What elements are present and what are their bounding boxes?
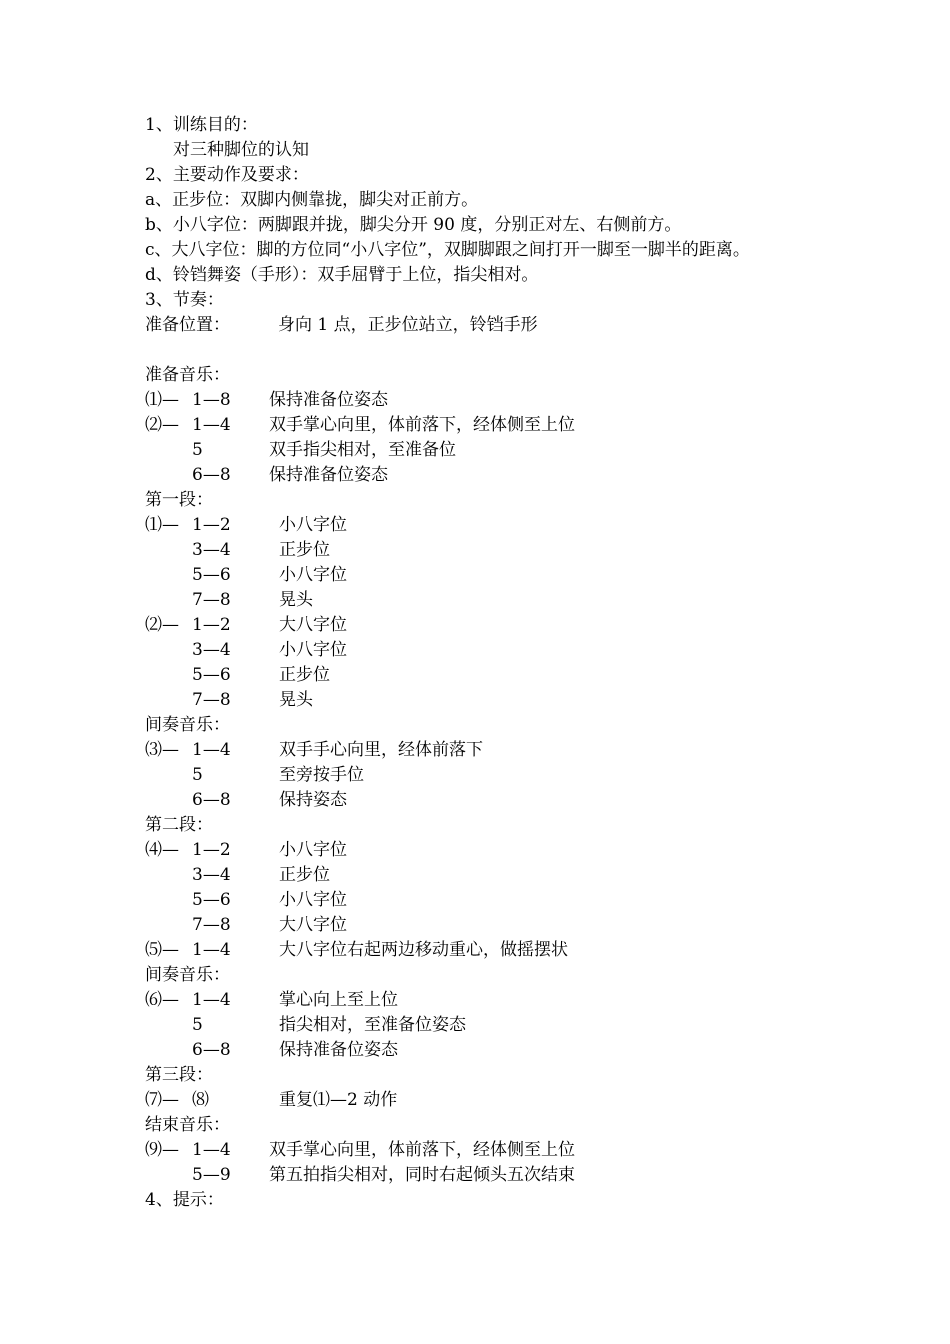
action-text: 保持准备位姿态 (269, 390, 388, 410)
action-text: 小八字位 (279, 640, 347, 660)
beat-count: 5—9 (192, 1165, 231, 1185)
prep-position-value: 身向 1 点，正步位站立，铃铛手形 (278, 315, 538, 335)
phrase-index (145, 1038, 192, 1063)
blank-line (145, 338, 935, 363)
section-title: 间奏音乐： (145, 965, 230, 985)
list-item (145, 1138, 935, 1163)
phrase-index (145, 663, 192, 688)
action-text: 保持姿态 (279, 790, 347, 810)
phrase-index: ⑺— (145, 1090, 179, 1110)
phrase-index (145, 438, 192, 463)
beat-count: 5 (192, 765, 203, 785)
list-item (145, 413, 935, 438)
list-item (145, 838, 935, 863)
action-text: 保持准备位姿态 (269, 465, 388, 485)
section-title: 第二段： (145, 815, 213, 835)
list-item (145, 1088, 935, 1113)
phrase-index (145, 638, 192, 663)
list-item (145, 1038, 935, 1063)
beat-count: ⑻ (192, 1090, 209, 1110)
beat-count: 6—8 (192, 790, 231, 810)
list-item (145, 788, 935, 813)
action-text: 重复⑴—2 动作 (279, 1090, 398, 1110)
phrase-index: ⑹— (145, 990, 179, 1010)
training-goal-text: 对三种脚位的认知 (173, 140, 309, 160)
list-item (145, 863, 935, 888)
section-title: 间奏音乐： (145, 715, 230, 735)
action-item-d: d、铃铛舞姿（手形）：双手屈臂于上位，指尖相对。 (145, 265, 539, 285)
action-text: 保持准备位姿态 (279, 1040, 398, 1060)
action-text: 正步位 (279, 665, 330, 685)
action-text: 大八字位右起两边移动重心，做摇摆状 (279, 940, 568, 960)
section-title: 准备音乐： (145, 365, 230, 385)
list-item (145, 463, 935, 488)
prep-position-label: 准备位置： (145, 315, 230, 335)
action-text: 小八字位 (279, 565, 347, 585)
phrase-index: ⑷— (145, 840, 179, 860)
list-item (145, 988, 935, 1013)
action-text: 晃头 (279, 590, 313, 610)
beat-count: 6—8 (192, 465, 231, 485)
phrase-index (145, 538, 192, 563)
action-text: 晃头 (279, 690, 313, 710)
beat-count: 5 (192, 1015, 203, 1035)
action-text: 正步位 (279, 540, 330, 560)
list-item (145, 738, 935, 763)
beat-count: 6—8 (192, 1040, 231, 1060)
document-body (145, 113, 935, 1213)
phrase-index (145, 863, 192, 888)
section-title: 第三段： (145, 1065, 213, 1085)
beat-count: 7—8 (192, 915, 231, 935)
heading-rhythm: 3、节奏： (145, 290, 224, 310)
beat-count: 5—6 (192, 565, 231, 585)
action-text: 双手掌心向里，体前落下，经体侧至上位 (269, 415, 575, 435)
phrase-index (145, 913, 192, 938)
list-item (145, 1013, 935, 1038)
heading-main-actions: 2、主要动作及要求： (145, 165, 309, 185)
beat-count: 1—4 (192, 990, 231, 1010)
beat-count: 7—8 (192, 690, 231, 710)
beat-count: 1—2 (192, 515, 231, 535)
phrase-index (145, 888, 192, 913)
phrase-index (145, 1163, 192, 1188)
list-item (145, 588, 935, 613)
phrase-index (145, 763, 192, 788)
list-item (145, 513, 935, 538)
action-text: 大八字位 (279, 915, 347, 935)
list-item (145, 688, 935, 713)
phrase-index (145, 788, 192, 813)
list-item (145, 538, 935, 563)
beat-count: 1—2 (192, 840, 231, 860)
phrase-index: ⑸— (145, 940, 179, 960)
action-text: 大八字位 (279, 615, 347, 635)
phrase-index (145, 463, 192, 488)
phrase-index (145, 688, 192, 713)
phrase-index: ⑵— (145, 415, 179, 435)
beat-count: 7—8 (192, 590, 231, 610)
action-text: 双手掌心向里，体前落下，经体侧至上位 (269, 1140, 575, 1160)
action-item-a: a、正步位：双脚内侧靠拢，脚尖对正前方。 (145, 190, 479, 210)
phrase-index: ⑴— (145, 515, 179, 535)
section-title: 第一段： (145, 490, 213, 510)
phrase-index (145, 1013, 192, 1038)
phrase-index: ⑶— (145, 740, 179, 760)
action-text: 双手指尖相对，至准备位 (269, 440, 456, 460)
action-text: 双手手心向里，经体前落下 (279, 740, 483, 760)
list-item (145, 563, 935, 588)
action-text: 指尖相对，至准备位姿态 (279, 1015, 466, 1035)
list-item (145, 763, 935, 788)
beat-count: 5—6 (192, 890, 231, 910)
action-text: 小八字位 (279, 840, 347, 860)
list-item (145, 638, 935, 663)
section-title: 结束音乐： (145, 1115, 230, 1135)
action-text: 小八字位 (279, 890, 347, 910)
list-item (145, 1163, 935, 1188)
list-item (145, 938, 935, 963)
phrase-index: ⑴— (145, 390, 179, 410)
prep-position-line (145, 313, 935, 338)
phrase-index (145, 588, 192, 613)
beat-count: 1—4 (192, 1140, 231, 1160)
beat-count: 3—4 (192, 540, 231, 560)
beat-count: 1—2 (192, 615, 231, 635)
action-text: 掌心向上至上位 (279, 990, 398, 1010)
list-item (145, 913, 935, 938)
list-item (145, 613, 935, 638)
beat-count: 1—4 (192, 740, 231, 760)
list-item (145, 663, 935, 688)
action-item-c: c、大八字位：脚的方位同“小八字位”，双脚脚跟之间打开一脚至一脚半的距离。 (145, 240, 750, 260)
beat-count: 3—4 (192, 640, 231, 660)
beat-count: 1—4 (192, 940, 231, 960)
action-item-b: b、小八字位：两脚跟并拢，脚尖分开 90 度，分别正对左、右侧前方。 (145, 215, 682, 235)
beat-count: 1—4 (192, 415, 231, 435)
phrase-index: ⑼— (145, 1140, 179, 1160)
action-text: 小八字位 (279, 515, 347, 535)
list-item (145, 888, 935, 913)
action-text: 至旁按手位 (279, 765, 364, 785)
heading-tips: 4、提示： (145, 1190, 224, 1210)
action-text: 第五拍指尖相对，同时右起倾头五次结束 (269, 1165, 575, 1185)
list-item (145, 388, 935, 413)
heading-training-goal: 1、训练目的： (145, 115, 258, 135)
phrase-index (145, 563, 192, 588)
phrase-index: ⑵— (145, 615, 179, 635)
list-item (145, 438, 935, 463)
action-text: 正步位 (279, 865, 330, 885)
beat-count: 1—8 (192, 390, 231, 410)
beat-count: 3—4 (192, 865, 231, 885)
beat-count: 5—6 (192, 665, 231, 685)
beat-count: 5 (192, 440, 203, 460)
